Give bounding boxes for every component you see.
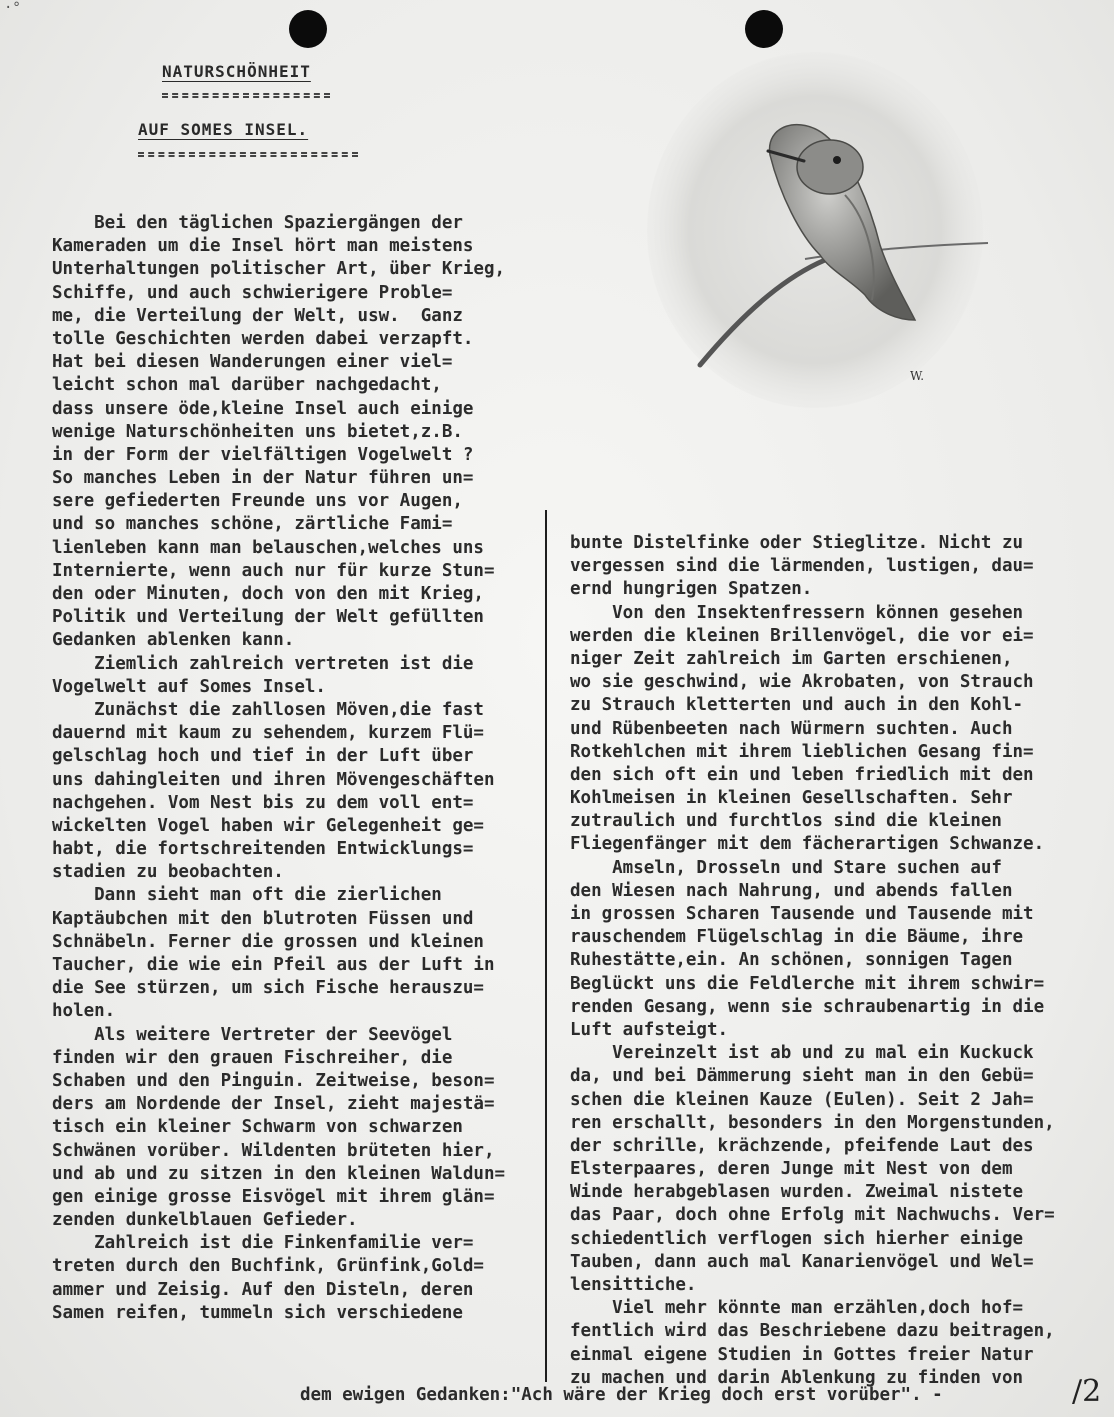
text-line: Schnäbeln. Ferner die grossen und kleinen bbox=[52, 931, 484, 952]
text-line: vergessen sind die lärmenden, lustigen, dau= bbox=[570, 556, 1034, 577]
text-line: und Rübenbeeten nach Würmern suchten. Auch bbox=[570, 718, 1013, 739]
text-line: ammer und Zeisig. Auf den Disteln, deren bbox=[52, 1279, 474, 1300]
hummingbird-head-icon bbox=[797, 140, 863, 194]
text-line: fentlich wird das Beschriebene dazu beitragen, bbox=[570, 1321, 1055, 1342]
text-line: Luft aufsteigt. bbox=[570, 1019, 729, 1040]
text-line: Von den Insektenfressern können gesehen bbox=[570, 602, 1024, 623]
text-line: renden Gesang, wenn sie schraubenartig in die bbox=[570, 996, 1045, 1017]
corner-speck-mark: ·° bbox=[4, 0, 21, 16]
text-line: Rotkehlchen mit ihrem lieblichen Gesang fin= bbox=[570, 741, 1034, 762]
text-line: finden wir den grauen Fischreiher, die bbox=[52, 1047, 453, 1068]
text-line: Zahlreich ist die Finkenfamilie ver= bbox=[52, 1233, 474, 1254]
text-line: lienleben kann man belauschen,welches uns bbox=[52, 537, 484, 558]
text-line: Tauben, dann auch mal Kanarienvögel und Wel= bbox=[570, 1251, 1034, 1272]
text-line: gen einige grosse Eisvögel mit ihrem glän= bbox=[52, 1186, 495, 1207]
punch-hole-left bbox=[289, 10, 327, 48]
text-line: das Paar, doch ohne Erfolg mit Nachwuchs. Ver= bbox=[570, 1205, 1055, 1226]
text-line: dauernd mit kaum zu sehendem, kurzem Flü= bbox=[52, 723, 484, 744]
text-line: So manches Leben in der Natur führen un= bbox=[52, 468, 474, 489]
text-line: Kaptäubchen mit den blutroten Füssen und bbox=[52, 908, 474, 929]
text-line: tisch ein kleiner Schwarm von schwarzen bbox=[52, 1117, 463, 1138]
text-line: Fliegenfänger mit dem fächerartigen Schwanze. bbox=[570, 834, 1045, 855]
punch-hole-right bbox=[745, 10, 783, 48]
text-line: Ruhestätte,ein. An schönen, sonnigen Tagen bbox=[570, 950, 1013, 971]
document-title: NATURSCHÖNHEIT bbox=[162, 62, 311, 81]
text-line: Winde herabgeblasen wurden. Zweimal nistete bbox=[570, 1182, 1024, 1203]
text-line: Amseln, Drosseln und Stare suchen auf bbox=[570, 857, 1002, 878]
title-rule bbox=[162, 93, 330, 98]
text-line: uns dahingleiten und ihren Mövengeschäften bbox=[52, 769, 495, 790]
text-line: ders am Nordende der Insel, zieht majestä= bbox=[52, 1094, 495, 1115]
text-line: die See stürzen, um sich Fische herauszu= bbox=[52, 978, 484, 999]
text-line: rauschendem Flügelschlag in die Bäume, ihre bbox=[570, 927, 1024, 948]
text-line: Schwänen vorüber. Wildenten brüteten hier, bbox=[52, 1140, 495, 1161]
text-line: holen. bbox=[52, 1001, 116, 1022]
text-line: Internierte, wenn auch nur für kurze Stun= bbox=[52, 560, 495, 581]
text-line: Beglückt uns die Feldlerche mit ihrem schwir= bbox=[570, 973, 1045, 994]
text-line: den Wiesen nach Nahrung, und abends fallen bbox=[570, 880, 1013, 901]
text-line: zutraulich und furchtlos sind die kleinen bbox=[570, 811, 1002, 832]
left-text-column bbox=[52, 212, 505, 1325]
hummingbird-eye-icon bbox=[833, 156, 841, 164]
text-line: tolle Geschichten werden dabei verzapft. bbox=[52, 328, 474, 349]
hummingbird-watercolor-illustration bbox=[640, 45, 990, 410]
right-text-column bbox=[570, 532, 1055, 1390]
text-line: Politik und Verteilung der Welt gefüllten bbox=[52, 607, 484, 628]
text-line: schen die kleinen Kauze (Eulen). Seit 2 Jah= bbox=[570, 1089, 1034, 1110]
artist-signature: W. bbox=[910, 369, 925, 383]
closing-line: dem ewigen Gedanken:"Ach wäre der Krieg doch erst vorüber". - bbox=[300, 1385, 943, 1405]
text-line: sere gefiederten Freunde uns vor Augen, bbox=[52, 491, 463, 512]
text-line: wickelten Vogel haben wir Gelegenheit ge= bbox=[52, 815, 484, 836]
text-line: ernd hungrigen Spatzen. bbox=[570, 579, 813, 600]
text-line: in grossen Scharen Tausende und Tausende mit bbox=[570, 904, 1034, 924]
subtitle-rule bbox=[138, 152, 358, 157]
text-line: wo sie geschwind, wie Akrobaten, von Strauch bbox=[570, 672, 1034, 693]
text-line: stadien zu beobachten. bbox=[52, 862, 284, 883]
text-line: niger Zeit zahlreich im Garten erschienen, bbox=[570, 648, 1013, 669]
text-line: den oder Minuten, doch von den mit Krieg, bbox=[52, 584, 484, 604]
text-line: Unterhaltungen politischer Art, über Krieg, bbox=[52, 259, 506, 280]
text-line: Gedanken ablenken kann. bbox=[52, 630, 295, 651]
document-subtitle: AUF SOMES INSEL. bbox=[138, 120, 309, 139]
text-line: Samen reifen, tummeln sich verschiedene bbox=[52, 1302, 463, 1323]
text-line: in der Form der vielfältigen Vogelwelt ? bbox=[52, 444, 474, 465]
column-divider bbox=[545, 510, 547, 1382]
text-line: dass unsere öde,kleine Insel auch einige bbox=[52, 398, 474, 419]
text-line: werden die kleinen Brillenvögel, die vor ei= bbox=[570, 625, 1034, 646]
text-line: Vereinzelt ist ab und zu mal ein Kuckuck bbox=[570, 1043, 1034, 1064]
text-line: zu machen und darin Ablenkung zu finden von bbox=[570, 1367, 1024, 1388]
text-line: lensittiche. bbox=[570, 1275, 697, 1295]
text-line: Dann sieht man oft die zierlichen bbox=[52, 885, 442, 906]
text-line: ren erschallt, besonders in den Morgenstunden, bbox=[570, 1112, 1055, 1133]
text-line: habt, die fortschreitenden Entwicklungs= bbox=[52, 839, 474, 860]
text-line: den sich oft ein und leben friedlich mit den bbox=[570, 764, 1034, 785]
text-line: wenige Naturschönheiten uns bietet,z.B. bbox=[52, 421, 463, 442]
text-line: einmal eigene Studien in Gottes freier Natur bbox=[570, 1344, 1034, 1365]
text-line: Schiffe, und auch schwierigere Proble= bbox=[52, 282, 453, 303]
text-line: Zunächst die zahllosen Möven,die fast bbox=[52, 699, 484, 720]
text-line: Schaben und den Pinguin. Zeitweise, beson= bbox=[52, 1070, 495, 1091]
text-line: Vogelwelt auf Somes Insel. bbox=[52, 676, 326, 697]
text-line: leicht schon mal darüber nachgedacht, bbox=[52, 375, 442, 396]
text-line: Hat bei diesen Wanderungen einer viel= bbox=[52, 352, 453, 373]
text-line: Als weitere Vertreter der Seevögel bbox=[52, 1024, 453, 1045]
text-line: zu Strauch kletterten und auch in den Kohl- bbox=[570, 695, 1024, 716]
text-line: gelschlag hoch und tief in der Luft über bbox=[52, 746, 474, 767]
text-line: Bei den täglichen Spaziergängen der bbox=[52, 213, 463, 233]
text-line: Elsterpaares, deren Junge mit Nest von dem bbox=[570, 1159, 1013, 1180]
text-line: und so manches schöne, zärtliche Fami= bbox=[52, 514, 453, 535]
text-line: treten durch den Buchfink, Grünfink,Gold= bbox=[52, 1256, 484, 1277]
text-line: und ab und zu sitzen in den kleinen Waldun= bbox=[52, 1163, 506, 1184]
text-line: Kohlmeisen in kleinen Gesellschaften. Sehr bbox=[570, 788, 1013, 809]
text-line: Kameraden um die Insel hört man meistens bbox=[52, 236, 474, 257]
text-line: da, und bei Dämmerung sieht man in den Gebü= bbox=[570, 1066, 1034, 1087]
text-line: bunte Distelfinke oder Stieglitze. Nicht zu bbox=[570, 533, 1024, 553]
page-number: /2 bbox=[1072, 1374, 1102, 1409]
text-line: me, die Verteilung der Welt, usw. Ganz bbox=[52, 305, 463, 326]
text-line: Viel mehr könnte man erzählen,doch hof= bbox=[570, 1298, 1024, 1319]
text-line: Taucher, die wie ein Pfeil aus der Luft in bbox=[52, 955, 495, 975]
text-line: der schrille, krächzende, pfeifende Laut des bbox=[570, 1135, 1034, 1156]
text-line: nachgehen. Vom Nest bis zu dem voll ent= bbox=[52, 792, 474, 813]
text-line: schiedentlich verflogen sich hierher einige bbox=[570, 1228, 1024, 1249]
text-line: zenden dunkelblauen Gefieder. bbox=[52, 1210, 358, 1231]
text-line: Ziemlich zahlreich vertreten ist die bbox=[52, 653, 474, 674]
